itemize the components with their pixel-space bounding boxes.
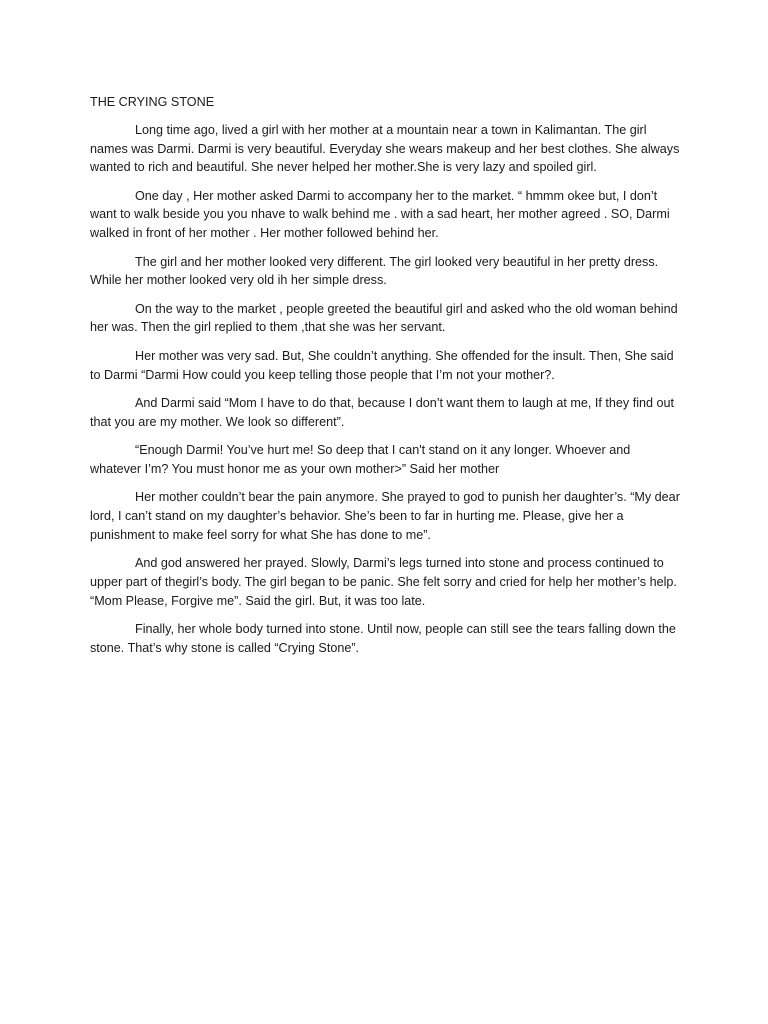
- document-title: THE CRYING STONE: [90, 95, 215, 109]
- paragraph: “Enough Darmi! You’ve hurt me! So deep that I can't stand on it any longer. Whoever and whatever I’m? You must honor me as your own mother>” Said her mother: [90, 442, 631, 476]
- paragraph: One day , Her mother asked Darmi to accompany her to the market. “ hmmm okee but, I don’t want to walk beside you you nhave to walk behind me . with a sad heart, her mother agreed . SO, Darmi walked in front of her mother . Her mother followed behind her.: [90, 188, 670, 241]
- document-body: [90, 93, 684, 667]
- paragraph: And god answered her prayed. Slowly, Darmi’s legs turned into stone and process continued to upper part of thegirl’s body. The girl began to be panic. She felt sorry and cried for help her mother’s help. “Mom Please, Forgive me”. Said the girl. But, it was too late.: [90, 555, 677, 608]
- paragraph: Her mother couldn’t bear the pain anymore. She prayed to god to punish her daughter’s. “My dear lord, I can’t stand on my daughter’s behavior. She’s been to far in hurting me. Please, give her a punishment to make feel sorry for what She has done to me”.: [90, 490, 680, 542]
- paragraph: Long time ago, lived a girl with her mother at a mountain near a town in Kalimantan. The girl names was Darmi. Darmi is very beautiful. Everyday she wears makeup and her best clothes. She always wanted to rich and beautiful. She never helped her mother.She is very lazy and spoiled girl.: [90, 122, 680, 175]
- paragraph: The girl and her mother looked very different. The girl looked very beautiful in her pretty dress. While her mother looked very old ih her simple dress.: [90, 254, 659, 288]
- paragraph: Her mother was very sad. But, She couldn’t anything. She offended for the insult. Then, She said to Darmi “Darmi How could you keep telling those people that I’m not your mother?.: [90, 348, 674, 382]
- paragraph: Finally, her whole body turned into stone. Until now, people can still see the tears falling down the stone. That’s why stone is called “Crying Stone”.: [90, 621, 676, 655]
- paragraph: On the way to the market , people greeted the beautiful girl and asked who the old woman behind her was. Then the girl replied to them ,that she was her servant.: [90, 301, 678, 335]
- paragraph: And Darmi said “Mom I have to do that, because I don’t want them to laugh at me, If they find out that you are my mother. We look so different”.: [90, 395, 675, 429]
